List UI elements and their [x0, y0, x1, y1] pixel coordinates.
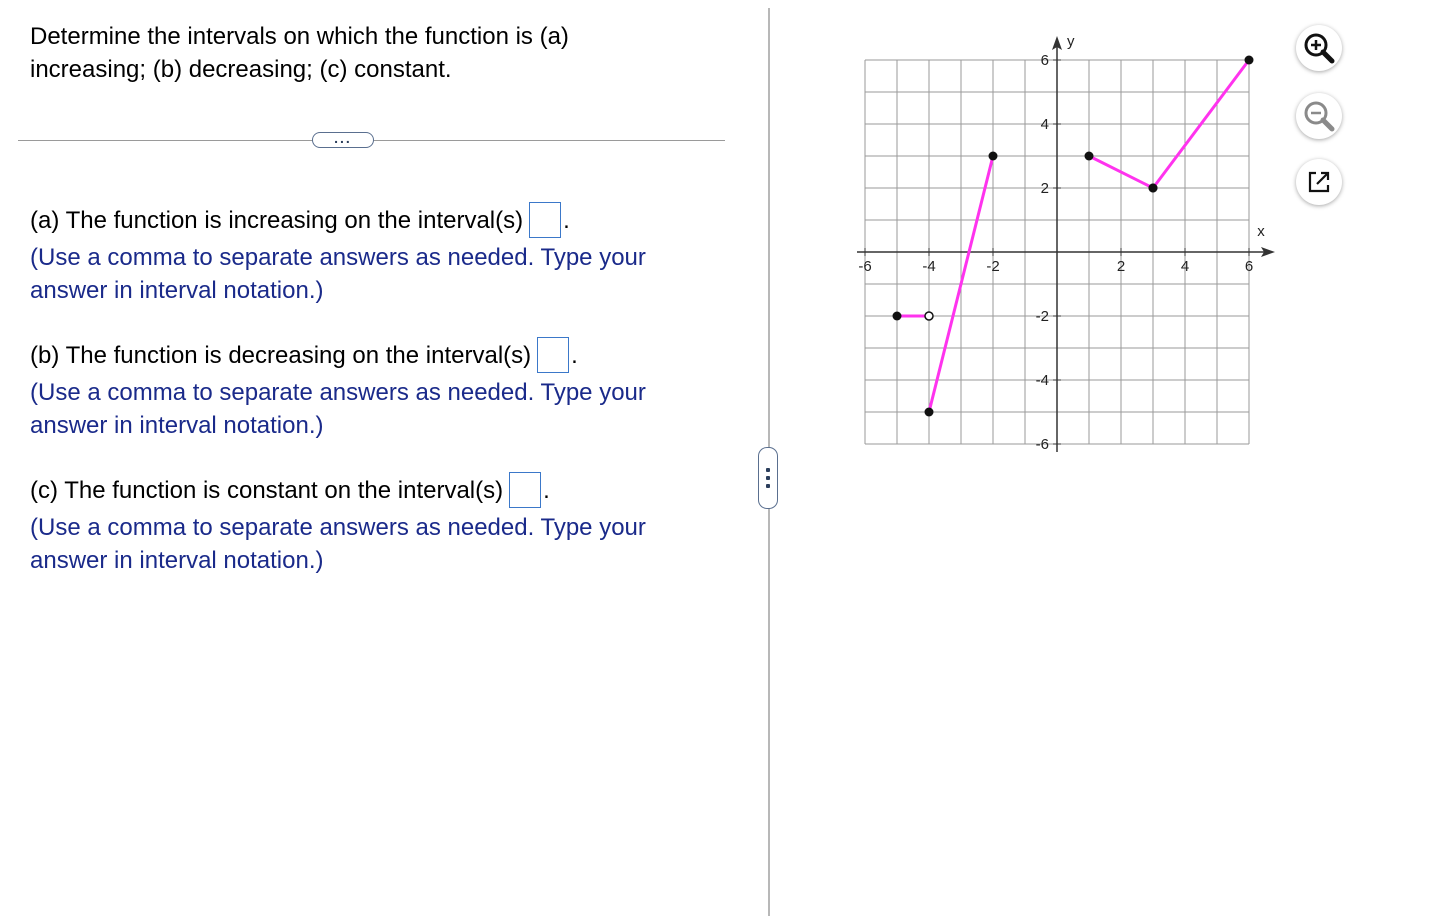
zoom-in-button[interactable] [1296, 25, 1342, 71]
magnifier-plus-icon [1302, 31, 1336, 65]
y-tick-label: 2 [1040, 180, 1049, 197]
x-tick-label: -6 [858, 258, 872, 275]
graph-points [893, 56, 1254, 417]
y-tick-label: -4 [1035, 372, 1049, 389]
y-tick-label: -2 [1035, 308, 1049, 325]
part-b [30, 335, 720, 442]
pane-resize-handle[interactable] [758, 447, 778, 509]
closed-endpoint [893, 312, 902, 321]
handle-dot [766, 484, 770, 488]
handle-dot [766, 468, 770, 472]
part-c [30, 470, 720, 577]
part-a-answer-input[interactable] [529, 202, 561, 238]
part-c-hint-line-2: answer in interval notation.) [30, 547, 324, 574]
popout-button[interactable] [1296, 159, 1342, 205]
part-a [30, 200, 720, 307]
part-b-hint [30, 376, 720, 442]
magnifier-minus-icon [1302, 99, 1336, 133]
part-b-hint-line-2: answer in interval notation.) [30, 412, 324, 439]
part-c-period: . [543, 476, 550, 504]
tick-labels [858, 33, 1265, 453]
closed-endpoint [1245, 56, 1254, 65]
question-text [30, 20, 720, 86]
part-c-hint-line-1: (Use a comma to separate answers as needed. Type your [30, 514, 646, 541]
graph-segments [897, 60, 1249, 412]
x-tick-label: 6 [1244, 258, 1254, 275]
more-dots: ... [334, 130, 352, 146]
part-c-prompt: (c) The function is constant on the interval(s) [30, 476, 504, 504]
y-axis-label: y [1067, 33, 1075, 50]
closed-endpoint [1085, 152, 1094, 161]
part-c-hint [30, 511, 720, 577]
external-window-icon [1304, 167, 1334, 197]
part-b-prompt: (b) The function is decreasing on the interval(s) [30, 341, 532, 369]
part-c-answer-input[interactable] [509, 472, 541, 508]
y-tick-label: 4 [1040, 116, 1049, 133]
part-a-hint-line-1: (Use a comma to separate answers as needed. Type your [30, 244, 646, 271]
x-axis-label: x [1257, 223, 1265, 240]
zoom-out-button[interactable] [1296, 93, 1342, 139]
handle-dot [766, 476, 770, 480]
x-tick-label: -4 [922, 258, 936, 275]
part-a-prompt: (a) The function is increasing on the interval(s) [30, 206, 524, 234]
x-tick-label: 4 [1180, 258, 1190, 275]
closed-endpoint [925, 408, 934, 417]
question-line-1: Determine the intervals on which the function is (a) [30, 23, 569, 50]
y-tick-label: -6 [1035, 436, 1049, 453]
question-line-2: increasing; (b) decreasing; (c) constant. [30, 56, 452, 83]
open-endpoint [925, 312, 933, 320]
part-b-period: . [571, 341, 578, 369]
part-b-hint-line-1: (Use a comma to separate answers as needed. Type your [30, 379, 646, 406]
part-a-period: . [563, 206, 570, 234]
x-tick-label: -2 [986, 258, 1000, 275]
part-a-prompt-line [30, 200, 720, 240]
part-a-hint-line-2: answer in interval notation.) [30, 277, 324, 304]
closed-endpoint [1149, 184, 1158, 193]
y-tick-label: 6 [1040, 52, 1049, 69]
part-c-prompt-line [30, 470, 720, 510]
part-a-hint [30, 241, 720, 307]
closed-endpoint [989, 152, 998, 161]
part-b-answer-input[interactable] [537, 337, 569, 373]
function-graph [840, 20, 1290, 460]
x-tick-label: 2 [1116, 258, 1126, 275]
axes [857, 36, 1275, 452]
part-b-prompt-line [30, 335, 720, 375]
show-more-button[interactable] [312, 132, 374, 148]
